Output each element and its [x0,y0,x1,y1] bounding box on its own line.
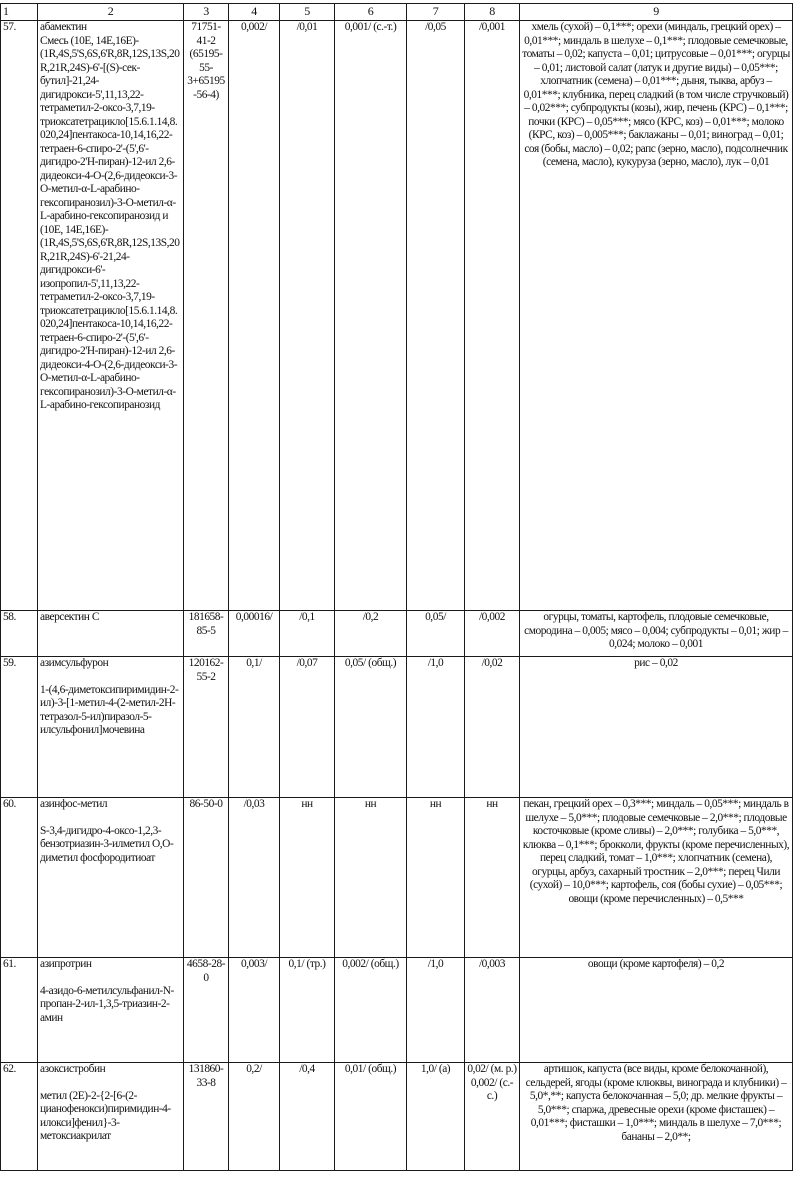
column-header: 3 [184,4,229,21]
substance-cell [38,958,184,1063]
value-col7: /1,0 [407,657,465,798]
value-col4: 0,1/ [229,657,280,798]
residue-limits: огурцы, томаты, картофель, плодовые семечковые, смородина – 0,005; мясо – 0,004; субпродукты – 0,01; жир – 0,024; молоко – 0,001 [520,611,793,657]
substance-name: азинфос-метил [40,798,108,810]
value-col5: /0,4 [280,1063,335,1171]
table-row [1,1063,793,1171]
value-col6: 0,05/ (общ.) [335,657,407,798]
residue-limits: хмель (сухой) – 0,1***; орехи (миндаль, грецкий орех) – 0,01***; миндаль в шелухе – 0,1***; плодовые семечковые, томаты – 0,02; капуста – 0,01; цитрусовые – 0,01***; огурцы – 0,01; листовой салат (латук и другие виды) – 0,05***; хлопчатник (семена) – 0,01***; дыня, тыква, арбуз – 0,01***; клубника, перец сладкий (в том числе стручковый) – 0,02***; субпродукты (козы), жир, печень (КРС) – 0,1***; почки (КРС) – 0,05***; мясо (КРС, коз) – 0,01***; молоко (КРС, коз) – 0,005***; баклажаны – 0,01; виноград – 0,01; соя (бобы, масло) – 0,02; рапс (зерно, масло), подсолнечник (семена, масло), кукуруза (зерно, масло), лук – 0,01 [520,21,793,611]
value-col8: /0,002 [465,611,520,657]
row-number: 59. [1,657,38,798]
value-col6: 0,01/ (общ.) [335,1063,407,1171]
table-row [1,21,793,611]
table-header-row [1,4,793,21]
residue-limits: рис – 0,02 [520,657,793,798]
value-col6: /0,2 [335,611,407,657]
value-col6: 0,002/ (общ.) [335,958,407,1063]
chemical-formula: S-3,4-дигидро-4-оксо-1,2,3-бензотриазин-3-илметил O,O-диметил фосфородитиоат [40,824,174,864]
row-number: 60. [1,798,38,958]
value-col8: нн [465,798,520,958]
value-col4: 0,002/ [229,21,280,611]
column-header: 9 [520,4,793,21]
value-col4: /0,03 [229,798,280,958]
value-col8: 0,02/ (м. р.) 0,002/ (с.-с.) [465,1063,520,1171]
cas-number: 4658-28-0 [184,958,229,1063]
column-header: 6 [335,4,407,21]
chemical-formula: Смесь (10E, 14E,16E)-(1R,4S,5'S,6S,6'R,8R,12S,13S,20R,21R,24S)-6'-[(S)-сек-бутил]-21,24-дигидрокси-5',11,13,22-тетраметил-2-оксо-3,7,19-триоксатетрацикло[15.6.1.14,8.020,24]пентакоса-10,14,16,22-тетраен-6-спиро-2'-(5',6'-дигидро-2'H-пиран)-12-ил 2,6-дидеокси-4-O-(2,6-дидеокси-3-O-метил-α-L-арабино-гексопиранозил)-3-O-метил-α-L-арабино-гексопиранозид и (10E, 14E,16E)-(1R,4S,5'S,6S,6'R,8R,12S,13S,20R,21R,24S)-6'-21,24-дигидрокси-6'-изопропил-5',11,13,22-тетраметил-2-оксо-3,7,19-триоксатетрацикло[15.6.1.14,8.020,24]пентакоса-10,14,16,22-тетраен-6-спиро-2'-(5',6'-дигидро-2'H-пиран)-12-ил 2,6-дидеокси-4-O-(2,6-дидеокси-3-O-метил-α-L-арабино-гексопиранозил)-3-O-метил-α-L-арабино-гексопиранозид [40,34,180,411]
value-col7: 1,0/ (а) [407,1063,465,1171]
value-col4: 0,003/ [229,958,280,1063]
chemical-formula: метил (2E)-2-{2-[6-(2-цианофенокси)пиримидин-4-илокси]фенил}-3-метоксиакрилат [40,1089,171,1142]
substance-name: азипротрин [40,958,92,970]
cas-number: 181658-85-5 [184,611,229,657]
value-col4: 0,00016/ [229,611,280,657]
column-header: 2 [38,4,184,21]
substance-cell [38,611,184,657]
column-header: 1 [1,4,38,21]
value-col8: /0,02 [465,657,520,798]
chemical-formula: 4-азидо-6-метилсульфанил-N-пропан-2-ил-1,3,5-триазин-2-амин [40,984,174,1024]
cas-number: 131860-33-8 [184,1063,229,1171]
value-col8: /0,003 [465,958,520,1063]
residue-limits: овощи (кроме картофеля) – 0,2 [520,958,793,1063]
value-col5: 0,1/ (тр.) [280,958,335,1063]
value-col7: /0,05 [407,21,465,611]
row-number: 58. [1,611,38,657]
row-number: 61. [1,958,38,1063]
cas-number: 120162-55-2 [184,657,229,798]
substance-name: азимсульфурон [40,657,109,669]
value-col6: нн [335,798,407,958]
column-header: 7 [407,4,465,21]
row-number: 62. [1,1063,38,1171]
table-row [1,958,793,1063]
substance-name: аверсектин С [40,611,99,623]
substance-cell [38,798,184,958]
substance-cell [38,1063,184,1171]
value-col5: /0,1 [280,611,335,657]
value-col5: /0,07 [280,657,335,798]
chemical-formula: 1-(4,6-диметоксипиримидин-2-ил)-3-[1-метил-4-(2-метил-2H-тетразол-5-ил)пиразол-5-илсульфонил]мочевина [40,683,179,736]
value-col5: /0,01 [280,21,335,611]
pesticide-table [0,3,793,1171]
substance-name: азоксистробин [40,1063,106,1075]
residue-limits: артишок, капуста (все виды, кроме белокочанной), сельдерей, ягоды (кроме клюквы, винограда и клубники) – 5,0*,**; капуста белокочанная – 5,0; др. мелкие фрукты – 5,0***; спаржа, древесные орехи (кроме фисташек) – 0,01***; фисташки – 1,0***; миндаль в шелухе – 7,0***; бананы – 2,0**; [520,1063,793,1171]
residue-limits: пекан, грецкий орех – 0,3***; миндаль – 0,05***; миндаль в шелухе – 5,0***; плодовые семечковые – 2,0***; плодовые косточковые (кроме сливы) – 2,0***; голубика – 5,0***, клюква – 0,1***; брокколи, фрукты (кроме перечисленных), перец сладкий, томат – 1,0***; хлопчатник (семена), огурцы, арбуз, сахарный тростник – 2,0***; перец Чили (сухой) – 10,0***; картофель, соя (бобы сухие) – 0,05***; овощи (кроме перечисленных) – 0,5*** [520,798,793,958]
row-number: 57. [1,21,38,611]
value-col6: 0,001/ (с.-т.) [335,21,407,611]
value-col7: /1,0 [407,958,465,1063]
column-header: 8 [465,4,520,21]
value-col5: нн [280,798,335,958]
column-header: 5 [280,4,335,21]
substance-cell [38,657,184,798]
cas-number: 86-50-0 [184,798,229,958]
value-col7: 0,05/ [407,611,465,657]
column-header: 4 [229,4,280,21]
cas-number: 71751-41-2 (65195-55-3+65195-56-4) [184,21,229,611]
substance-cell [38,21,184,611]
value-col4: 0,2/ [229,1063,280,1171]
value-col7: нн [407,798,465,958]
table-row [1,798,793,958]
table-row [1,611,793,657]
table-row [1,657,793,798]
substance-name: абамектин [40,21,87,33]
value-col8: /0,001 [465,21,520,611]
